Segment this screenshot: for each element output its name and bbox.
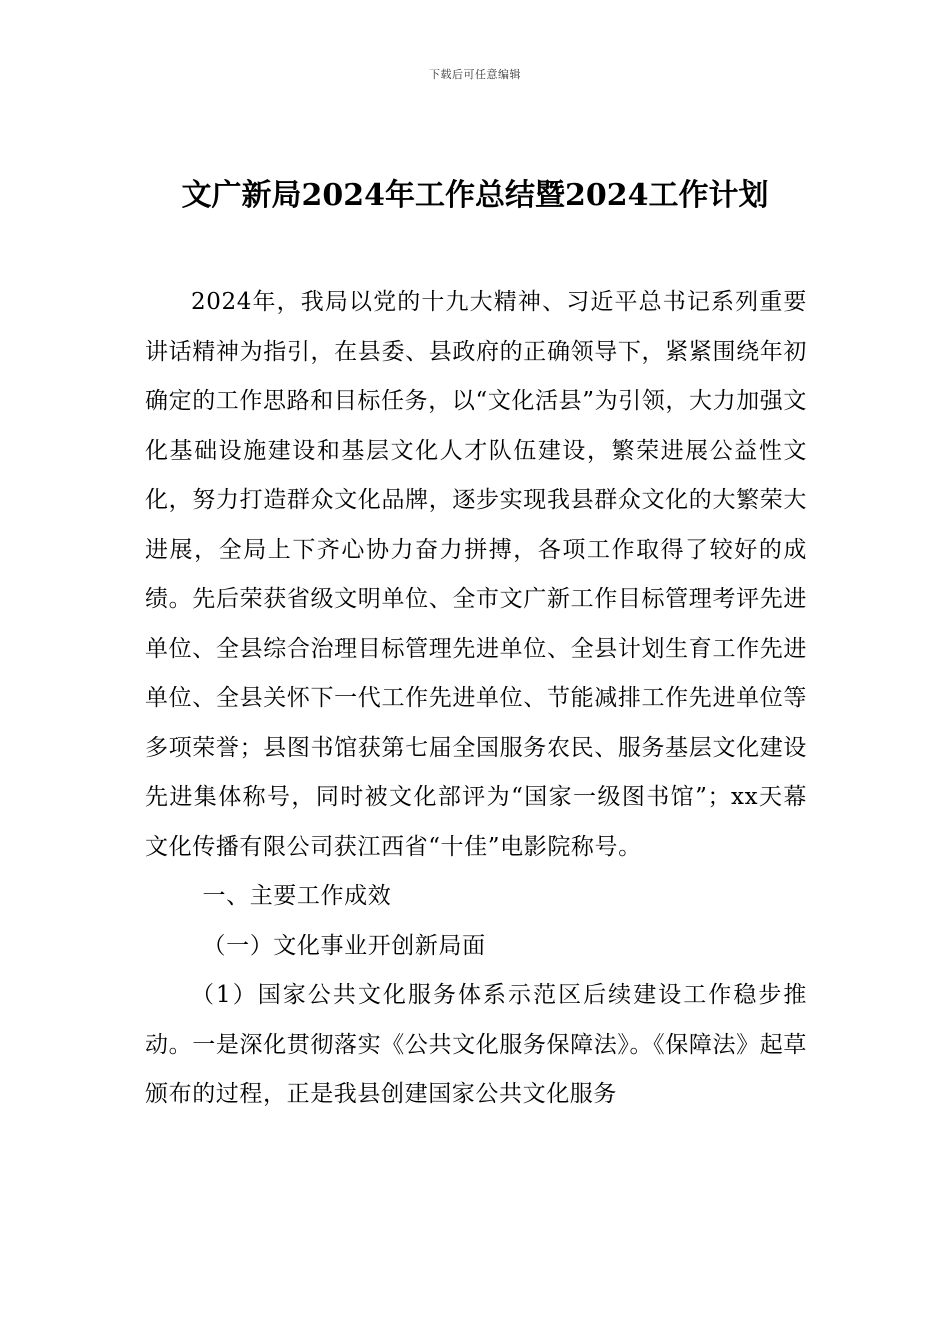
body-paragraph: （1）国家公共文化服务体系示范区后续建设工作稳步推动。一是深化贯彻落实《公共文化服务保障法》。《保障法》起草颁布的过程，正是我县创建国家公共文化服务: [145, 982, 807, 1107]
document-body: [145, 278, 807, 1120]
section-heading: 一、主要工作成效: [202, 883, 392, 909]
document-title: 文广新局2024年工作总结暨2024工作计划: [181, 178, 769, 213]
subsection-heading: （一）文化事业开创新局面: [202, 932, 486, 959]
page-header-note: 下载后可任意编辑: [429, 68, 521, 81]
intro-paragraph: 2024年，我局以党的十九大精神、习近平总书记系列重要讲话精神为指引，在县委、县政府的正确领导下，紧紧围绕年初确定的工作思路和目标任务，以“文化活县”为引领，大力加强文化基础设施建设和基层文化人才队伍建设，繁荣进展公益性文化，努力打造群众文化品牌，逐步实现我县群众文化的大繁荣大进展，全局上下齐心协力奋力拼搏，各项工作取得了较好的成绩。先后荣获省级文明单位、全市文广新工作目标管理考评先进单位、全县综合治理目标管理先进单位、全县计划生育工作先进单位、全县关怀下一代工作先进单位、节能减排工作先进单位等多项荣誉；县图书馆获第七届全国服务农民、服务基层文化建设先进集体称号，同时被文化部评为“国家一级图书馆”；xx天幕文化传播有限公司获江西省“十佳”电影院称号。: [145, 289, 807, 860]
